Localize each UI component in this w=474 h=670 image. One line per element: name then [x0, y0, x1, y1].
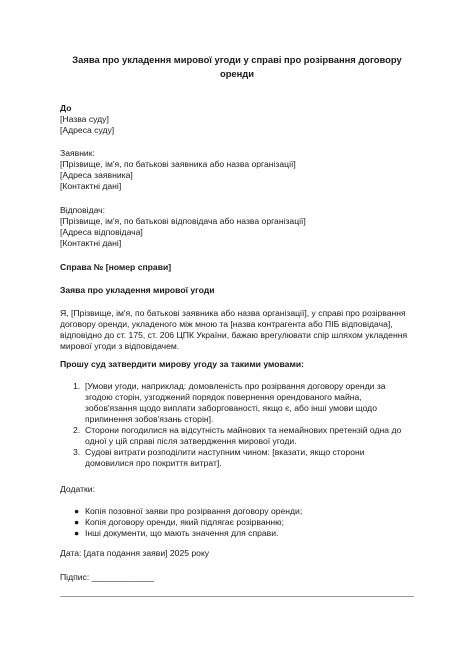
- terms-list: [60, 381, 414, 469]
- document-title: Заява про укладення мирової угоди у справі про розірвання договору оренди: [72, 54, 402, 79]
- applicant-address: [Адреса заявника]: [60, 170, 133, 180]
- bullet-icon: ●: [74, 506, 80, 516]
- applicant-block: [60, 148, 414, 192]
- attachments-list: [60, 506, 414, 539]
- attachment-item: [60, 517, 414, 528]
- respondent-label: Відповідач:: [60, 205, 106, 215]
- addressee-block: [60, 103, 414, 136]
- attachment-item: [60, 528, 414, 539]
- term-text: [Умови угоди, наприклад: домовленість про розірвання договору оренди за згодою сторін, узгоджений порядок повернення орендованого майна, зобов'язання щодо виплати заборгованості, якщо є, або інші умови щодо припинення зобов'язань сторін].: [85, 381, 386, 424]
- intro-text: Я, [Прізвище, ім'я, по батькові заявника або назва організації], у справі про розірвання договору оренди, укладеного між мною та [назва контрагента або ПІБ відповідача], відповідно до ст. 175, ст. 206 ЦПК України, бажаю врегулювати спір шляхом укладення мирової угоди з відповідачем.: [60, 308, 408, 351]
- attachment-text: Копія позовної заяви про розірвання договору оренди;: [85, 506, 303, 516]
- respondent-name: [Прізвище, ім'я, по батькові відповідача або назва організації]: [60, 216, 306, 226]
- court-name: [Назва суду]: [60, 114, 109, 124]
- request-heading: Прошу суд затвердити мирову угоду за такими умовами:: [60, 359, 304, 369]
- term-number: 3.: [73, 447, 81, 457]
- respondent-address: [Адреса відповідача]: [60, 227, 143, 237]
- term-item-3: [60, 447, 414, 469]
- addressee-label: До: [60, 103, 72, 113]
- applicant-contacts: [Контактні дані]: [60, 181, 122, 191]
- bullet-icon: ●: [74, 528, 80, 538]
- respondent-contacts: [Контактні дані]: [60, 238, 122, 248]
- date-line: Дата: [дата подання заяви] 2025 року: [60, 548, 210, 558]
- respondent-block: [60, 205, 414, 249]
- attachment-text: Інші документи, що мають значення для справи.: [85, 528, 279, 538]
- applicant-name: [Прізвище, ім'я, по батькові заявника або назва організації]: [60, 159, 296, 169]
- application-subject: Заява про укладення мирової угоди: [60, 285, 215, 295]
- term-number: 1.: [73, 381, 81, 391]
- case-number: Справа № [номер справи]: [60, 262, 172, 272]
- bottom-divider: [60, 596, 414, 597]
- attachment-text: Копія договору оренди, який підлягає розірванню;: [85, 517, 285, 527]
- bullet-icon: ●: [74, 517, 80, 527]
- signature-line: Підпис: _____________: [60, 572, 154, 582]
- term-item-1: [60, 381, 414, 425]
- term-text: Сторони погодилися на відсутність майнових та немайнових претензій одна до одної у цій справі після затвердження мирової угоди.: [85, 425, 402, 446]
- term-text: Судові витрати розподілити наступним чином: [вказати, якщо сторони домовилися про покриття витрат].: [85, 447, 365, 468]
- term-item-2: [60, 425, 414, 447]
- court-address: [Адреса суду]: [60, 125, 115, 135]
- attachments-label: Додатки:: [60, 484, 95, 494]
- applicant-label: Заявник:: [60, 148, 95, 158]
- intro-paragraph: [60, 308, 414, 352]
- term-number: 2.: [73, 425, 81, 435]
- attachment-item: [60, 506, 414, 517]
